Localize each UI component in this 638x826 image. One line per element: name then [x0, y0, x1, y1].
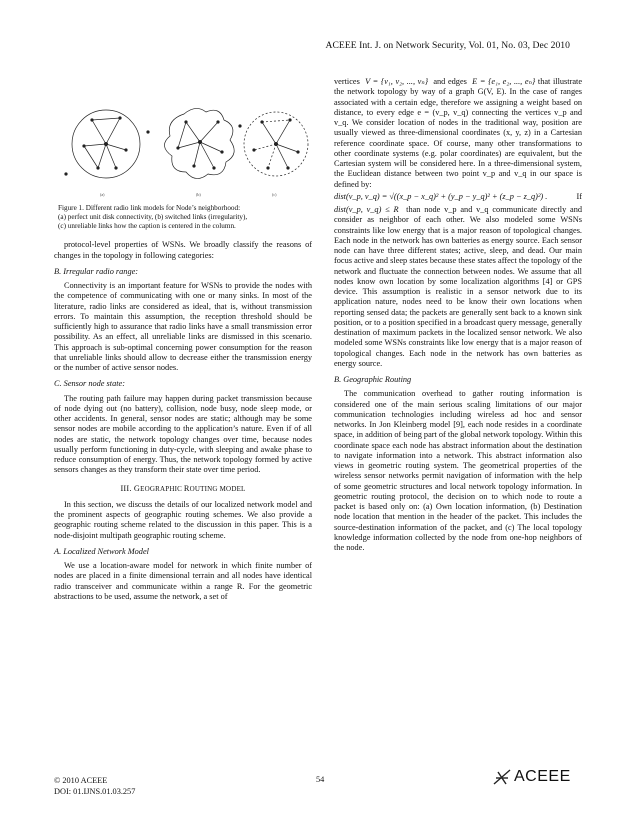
text-span: than node v_p and v_q communicate [406, 205, 538, 214]
text-span: directly and consider as neighbor of each other. We also modeled some WSNs constraints like low energy that is a major reason of topological changes. Each node in the network has own batteries as energy source. Each sensor node can have three different states; active, sleep, and dead. Our main focus active and sleep states because these states affect the topology of the network and fluctuate the connection between nodes. We assume that all nodes know own location by some localization algorithms [4] or GPS device. This assumption is realistic in a sensor network due to its application nature, nodes need to be know their own locations when reporting sensed data; the packets are generally sent back to a known sink position, or to a position specified in a broadcast query message, generally destination of maximum packets in the localized sensor network. We also modeled some WSNs constraints like low energy that is a major reason of topological changes. Each node in the network has own batteries as energy source. [334, 205, 582, 368]
heading-part: OUTING MODEL [189, 484, 246, 493]
text-span: vertices [334, 77, 360, 86]
figure-sub-b: (b) [196, 192, 201, 197]
copyright: © 2010 ACEEE [54, 776, 108, 785]
doi: DOI: 01.IJNS.01.03.257 [54, 787, 136, 796]
unreliable-nodes [252, 118, 299, 169]
section-title-geographic-routing: B. Geographic Routing [334, 375, 412, 384]
range-condition-formula: dist(v_p, v_q) ≤ R [334, 205, 399, 214]
radio-models-diagram [54, 92, 312, 202]
figure-1 [54, 92, 312, 202]
localized-model-paragraph: We use a location-aware model for network in which finite number of nodes are placed in a finite dimensional terrain and all nodes have identical radio transceiver and communicate within a range R. For the geometric abstractions to be used, assume the network, a set of [54, 561, 312, 601]
irregular-radio-paragraph: Connectivity is an important feature for WSNs to provide the nodes with the competence of communicating with one or many sinks. In most of the literature, radio links are considered as ideal, that is, without transmission errors. To maintain this assumption, the reception threshold should be sufficiently high to assurance that radio links have a small transmission error possibility. As an effect, all unreliable links are dismissed in this scenario. This approach is sub-optimal concerning power consumption for the reason that unreliable links should allow to decrease either the transmission energy or the number of active sensor nodes. [54, 281, 312, 373]
footer-info [54, 775, 135, 797]
caption-line: Figure 1. Different radio link models for Node’s neighborhood: [58, 204, 241, 212]
edge-set-formula: E = {e₁, e₂, ..., eₙ} [472, 77, 536, 86]
irregular-nodes [176, 120, 241, 169]
logo-mark-icon [492, 768, 512, 786]
vertex-set-formula: V = {v₁, v₂, ..., vₙ} [365, 77, 429, 86]
vertices-paragraph [334, 77, 582, 190]
heading-part: EOGRAPHIC [140, 484, 184, 493]
figure-sub-a: (a) [100, 192, 105, 197]
page-number: 54 [316, 775, 325, 784]
logo-text: ACEEE [514, 768, 571, 785]
right-column [334, 77, 582, 553]
neighbor-paragraph [334, 205, 582, 369]
aceee-logo [492, 768, 571, 786]
euclidean-distance-formula: dist(v_p, v_q) = √((x_p − x_q)² + (y_p − y_q)² + (z_p − z_q)²) . [334, 191, 548, 201]
figure-sub-c: (c) [272, 192, 277, 197]
section-title-localized-model: A. Localized Network Model [54, 546, 149, 556]
sensor-state-paragraph: The routing path failure may happen during packet transmission because of node dying out (no battery), collision, node busy, node sleep mode, or other accidents. In general, sensor nodes are static; although may be some sensor nodes are mobile according to the application’s nature. Even if of all nodes are static, the network topology changes over time, because nodes usually perform functioning in duty-cycle, with sleeping and awake phase to reduce consumption of energy. Thus, the network topology formed by active sensors changes as they transform their state over time period. [54, 393, 312, 475]
text-span: and edges [433, 77, 467, 86]
geographic-routing-paragraph: The communication overhead to gather routing information is considered one of the main serious scaling limitations of our major communication technologies including wireless ad hoc and sensor networks. In Jon Kleinberg model [9], each node resides in a coordinate space, in addition of being part of the global network topology. Within this coordinate space each node has abstract information about the destination to navigate information into a network. This abstract information also views in geometric routing system. The geometrical properties of the wireless sensor networks permit navigation of information with the help of some geometric structures and local network topology information. In geometric routing protocol, the decision on to which node to route a packet is based only on: (a) Own location information, (b) Destination node location that mention in the header of the packet. This includes the source-destination information of the packet, and (c) The local topology knowledge information collected by the node from one-hop neighbors of the node. [334, 389, 582, 552]
text-span: that illustrate the network topology by way of a graph G(V, E). In the case of ranges associated with a certain edge, therefore we assigning a weight based on distance, to every edge e = (v_p, v_q) connecting the vertices v_p and v_q. We consider location of nodes in the traditional way, position are usually viewed as three-dimensional coordinates (x, y, z) in a Cartesian reference coordinate space. Of course, many other transformations to other coordinate systems (e.g. polar coordinates) are equivalent, but the Cartesian system will be considered here. In a three-dimensional system, the Euclidean distance between two point v_p and v_q in our space is defined by: [334, 77, 582, 189]
caption-line: (a) perfect unit disk connectivity, (b) switched links (irregularity), [58, 212, 248, 221]
if-word: If [576, 191, 582, 201]
section-title-irregular-radio: B. Irregular radio range: [54, 266, 139, 276]
left-column [54, 92, 312, 602]
heading-part: R [183, 483, 190, 493]
figure-caption [58, 204, 312, 230]
intro-paragraph: protocol-level properties of WSNs. We broadly classify the reasons of changes in the topology in following categories: [54, 240, 312, 260]
journal-header: ACEEE Int. J. on Network Security, Vol. 01, No. 03, Dec 2010 [325, 40, 570, 51]
caption-line: (c) unreliable links how the caption is centered in the column. [58, 221, 236, 230]
section-title-sensor-state: C. Sensor node state: [54, 379, 125, 389]
distance-equation-row [334, 192, 582, 202]
routing-model-paragraph: In this section, we discuss the details of our localized network model and the prominent aspects of geographic routing schemes. We also provide a geographic routing scheme related to the discussion in this paper. This is a node-disjoint multipath geographic routing scheme. [54, 499, 312, 540]
section-heading-geographic-routing [54, 484, 312, 494]
heading-part: III. G [120, 483, 141, 493]
